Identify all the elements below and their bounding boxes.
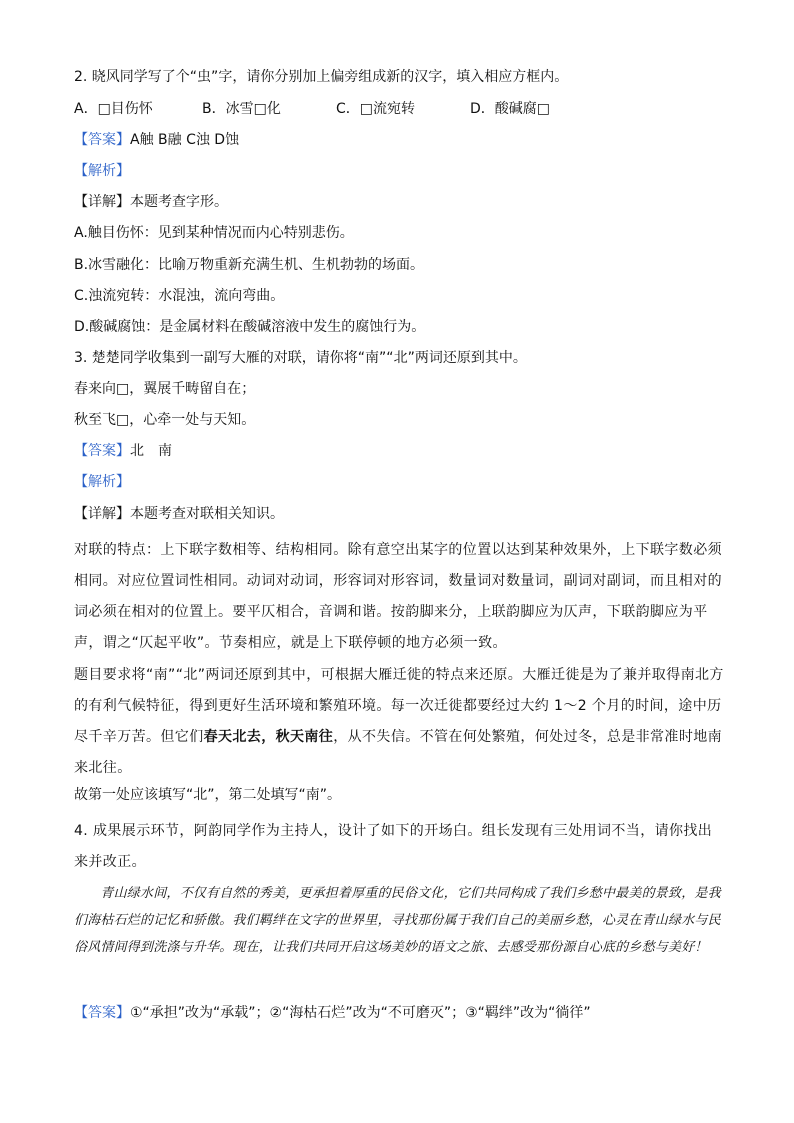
q4-passage: 青山绿水间，不仅有自然的秀美，更承担着厚重的民俗文化，它们共同构成了我们乡愁中最美的景致，是我们海枯石烂的记忆和骄傲。我们羁绊在文字的世界里，寻找那份属于我们自己的美丽乡愁，心灵在青山绿水与民俗风情间得到洗涤与升华。现在，让我们共同开启这场美妙的语文之旅、去感受那份源自心底的乡愁与美好！	[74, 886, 721, 955]
q2-options	[74, 99, 550, 119]
q3-migration-emphasis: 春天北去，秋天南往	[203, 729, 334, 745]
q4-answer	[74, 1003, 591, 1023]
detail-tag: 【详解】	[74, 506, 130, 522]
q3-detail-text: 本题考查对联相关知识。	[130, 506, 284, 522]
q3-answer-text: 北 南	[130, 443, 172, 459]
q2-detail-text: 本题考查字形。	[130, 194, 228, 210]
q4-stem: 4. 成果展示环节，阿韵同学作为主持人，设计了如下的开场白。组长发现有三处用词不当，请你找出来并改正。	[74, 823, 713, 870]
q3-migration-text: 题目要求将“南”“北”两词还原到其中，可根据大雁迁徙的特点来还原。大雁迁徙是为了兼并取得南北方的有利气候特征，得到更好生活环境和繁殖环境。每一次迁徙都要经过大约 1～2 个月的时间，途中历尽千辛万苦。但它们	[74, 667, 724, 745]
answer-tag: 【答案】	[74, 132, 130, 148]
q3-conclusion: 故第一处应该填写“北”，第二处填写“南”。	[74, 787, 342, 803]
q2-stem: 2. 晓风同学写了个“虫”字，请你分别加上偏旁组成新的汉字，填入相应方框内。	[74, 69, 569, 85]
q2-explain-c: C.浊流宛转：水混浊，流向弯曲。	[74, 288, 285, 304]
q2-option-c: C．□流宛转	[336, 101, 416, 117]
q2-explain-d: D.酸碱腐蚀：是金属材料在酸碱溶液中发生的腐蚀行为。	[74, 319, 426, 335]
q2-answer	[74, 130, 239, 150]
q2-explain-a: A.触目伤怀：见到某种情况而内心特别悲伤。	[74, 225, 354, 241]
q2-explain-b: B.冰雪融化：比喻万物重新充满生机、生机勃勃的场面。	[74, 257, 425, 273]
q3-paragraph-migration	[74, 660, 724, 784]
q2-answer-text: A触 B融 C浊 D蚀	[130, 132, 240, 148]
q2-analysis-tag: 【解析】	[74, 163, 130, 179]
q2-option-b: B．冰雪□化	[202, 101, 281, 117]
q3-detail	[74, 504, 284, 524]
q3-migration-text-end: ，从不失信。不管在何处繁殖，何处过冬，总是非常准时地南来北往。	[74, 729, 723, 776]
q4-answer-text: ①“承担”改为“承载”；②“海枯石烂”改为“不可磨灭”；③“羁绊”改为“徜徉”	[130, 1005, 591, 1021]
q2-option-d: D．酸碱腐□	[470, 101, 551, 117]
q3-couplet-lower: 秋至飞□，心牵一处与天知。	[74, 412, 256, 428]
q3-couplet-upper: 春来向□，翼展千畴留自在；	[74, 381, 256, 397]
q3-analysis-tag: 【解析】	[74, 474, 130, 490]
detail-tag: 【详解】	[74, 194, 130, 210]
answer-tag: 【答案】	[74, 443, 130, 459]
q3-answer	[74, 441, 172, 461]
q2-detail	[74, 192, 228, 212]
answer-tag: 【答案】	[74, 1005, 130, 1021]
q2-option-a: A．□目伤怀	[74, 101, 153, 117]
q3-stem: 3. 楚楚同学收集到一副写大雁的对联，请你将“南”“北”两词还原到其中。	[74, 350, 527, 366]
q3-paragraph-features: 对联的特点：上下联字数相等、结构相同。除有意空出某字的位置以达到某种效果外，上下联字数必须相同。对应位置词性相同。动词对动词，形容词对形容词，数量词对数量词，副词对副词，而且相对的词必须在相对的位置上。要平仄相合，音调和谐。按韵脚来分，上联韵脚应为仄声，下联韵脚应为平声，谓之“仄起平收”。节奏相应，就是上下联停顿的地方必须一致。	[74, 542, 722, 651]
